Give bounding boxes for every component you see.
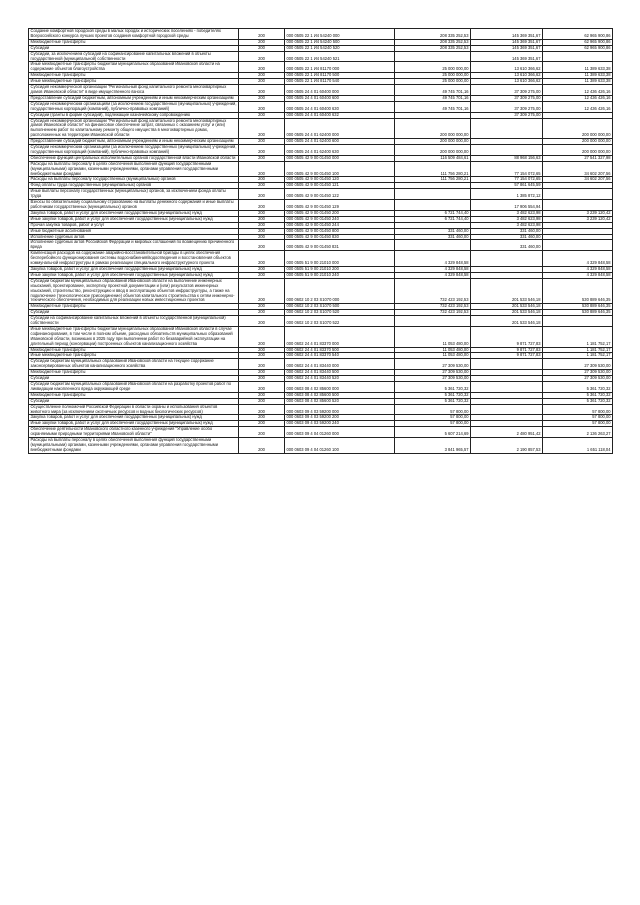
table-row [29, 85, 613, 96]
table-row [29, 101, 613, 112]
row-code-cell: 200 [239, 145, 285, 156]
row-code-cell: 200 [239, 139, 285, 145]
row-unexecuted-cell: 27 309 530,00 [543, 376, 613, 382]
row-unexecuted-cell: 11 389 633,38 [543, 62, 613, 73]
row-approved-cell: 5 607 214,69 [395, 427, 471, 438]
row-name-cell: Субсидии [29, 376, 239, 382]
row-code-cell: 200 [239, 278, 285, 304]
table-row [29, 382, 613, 393]
row-name-cell: Межбюджетные трансферты [29, 347, 239, 353]
table-row [29, 359, 613, 370]
row-name-cell: Обеспечение функций центральных исполнительных органов государственной власти Ивановской области [29, 155, 239, 161]
row-code-cell: 200 [239, 210, 285, 216]
row-name-cell: Создание комфортной городской среды в малых городах и исторических поселениях - победителях Всероссийского конкурса лучших проектов создания комфортной городской среды [29, 29, 239, 40]
row-classification-cell: 000 0505 42 9 00 01450 120 [285, 177, 395, 183]
row-approved-cell: 732 423 192,53 [395, 310, 471, 316]
row-name-cell: Субсидии [29, 310, 239, 316]
row-unexecuted-cell: 3 239 120,42 [543, 216, 613, 222]
row-code-cell: 200 [239, 304, 285, 310]
row-code-cell: 200 [239, 73, 285, 79]
row-name-cell: Субсидии бюджетам муниципальных образований Ивановской области на выполнение инженерных изысканий, проектирование, экспертизу проектной документации и (или) результатов инженерных изысканий, строительство, реконструкцию и ввод в эксплуатацию объектов инфраструктуры, а также на подключение (технологическое присоединение) объектов капитального строительства к сетям инженерно-технического обеспечения, необходимых для реализации новых инвестиционных проектов [29, 278, 239, 304]
row-unexecuted-cell: 1 651 118,04 [543, 438, 613, 454]
row-executed-cell: 201 533 546,18 [471, 310, 543, 316]
table-row [29, 189, 613, 200]
row-approved-cell: 5 361 720,32 [395, 398, 471, 404]
row-code-cell: 200 [239, 62, 285, 73]
row-name-cell: Взносы по обязательному социальному страхованию на выплаты денежного содержания и иные выплаты работникам государственных (муниципальных) органов [29, 200, 239, 211]
row-name-cell: Иные закупки товаров, работ и услуг для обеспечения государственных (муниципальных) нужд [29, 216, 239, 222]
row-executed-cell: 1 385 872,12 [471, 189, 543, 200]
row-name-cell: Иные межбюджетные трансферты бюджетам муниципальных образований Ивановской области на содержание объектов благоустройства [29, 62, 239, 73]
row-code-cell: 200 [239, 112, 285, 118]
row-classification-cell: 000 0602 10 2 03 S1070 520 [285, 310, 395, 316]
row-name-cell: Субсидия некоммерческой организации "Региональный фонд капитального ремонта многоквартирных домов Ивановской области" в виде имущественного взноса [29, 85, 239, 96]
row-name-cell: Субсидия некоммерческой организации "Региональный фонд капитального ремонта многоквартирных домов Ивановской области" на финансовое обеспечение затрат, связанных с оказанием услуг и (или) выполнением работ по капитальному ремонту общего имущества в многоквартирных домах, расположенных на территории Ивановской области [29, 118, 239, 139]
row-unexecuted-cell: 4 329 848,58 [543, 251, 613, 267]
row-code-cell: 200 [239, 51, 285, 62]
row-executed-cell: 37 309 275,00 [471, 112, 543, 118]
row-unexecuted-cell: 57 800,00 [543, 404, 613, 415]
row-classification-cell: 000 0505 51 9 00 21010 200 [285, 266, 395, 272]
row-code-cell: 200 [239, 316, 285, 327]
row-unexecuted-cell: 1 181 752,17 [543, 326, 613, 347]
row-executed-cell: 3 482 623,98 [471, 210, 543, 216]
table-row [29, 118, 613, 139]
row-unexecuted-cell: 5 361 720,32 [543, 398, 613, 404]
row-executed-cell: 2 190 857,53 [471, 438, 543, 454]
row-classification-cell: 000 0603 09 4 03 59200 240 [285, 421, 395, 427]
row-unexecuted-cell: 2 136 263,27 [543, 427, 613, 438]
row-unexecuted-cell [543, 51, 613, 62]
row-classification-cell: 000 0603 08 4 02 85600 000 [285, 382, 395, 393]
row-approved-cell: 200 000 000,00 [395, 139, 471, 145]
row-name-cell: Закупка товаров, работ и услуг для обеспечения государственных (муниципальных) нужд [29, 210, 239, 216]
row-executed-cell: 77 154 072,65 [471, 177, 543, 183]
row-unexecuted-cell: 34 602 207,56 [543, 161, 613, 177]
row-unexecuted-cell: 200 000 000,00 [543, 145, 613, 156]
table-row [29, 278, 613, 304]
row-name-cell: Иные закупки товаров, работ и услуг для обеспечения государственных (муниципальных) нужд [29, 421, 239, 427]
row-approved-cell: 200 000 000,00 [395, 145, 471, 156]
row-executed-cell [471, 382, 543, 393]
row-approved-cell: 111 756 280,21 [395, 161, 471, 177]
row-unexecuted-cell: 34 602 207,56 [543, 177, 613, 183]
row-name-cell: Субсидии бюджетам муниципальных образований Ивановской области на разработку проектов работ по ликвидации накопленного вреда окружающей среде [29, 382, 239, 393]
row-unexecuted-cell: 530 889 646,35 [543, 304, 613, 310]
row-code-cell: 200 [239, 392, 285, 398]
row-executed-cell: 145 369 351,67 [471, 39, 543, 45]
row-approved-cell: 4 329 848,58 [395, 266, 471, 272]
row-code-cell: 200 [239, 79, 285, 85]
table-row [29, 438, 613, 454]
row-executed-cell: 2 480 951,42 [471, 427, 543, 438]
row-unexecuted-cell: 12 436 426,16 [543, 101, 613, 112]
row-name-cell: Иные закупки товаров, работ и услуг для обеспечения государственных (муниципальных) нужд [29, 272, 239, 278]
row-executed-cell: 145 369 351,67 [471, 29, 543, 40]
row-unexecuted-cell: 12 436 426,16 [543, 95, 613, 101]
row-code-cell: 200 [239, 39, 285, 45]
row-approved-cell: 25 000 000,00 [395, 73, 471, 79]
row-executed-cell: 77 154 072,65 [471, 161, 543, 177]
row-executed-cell: 201 533 546,18 [471, 304, 543, 310]
row-classification-cell: 000 0505 24 4 01 60400 000 [285, 85, 395, 96]
row-name-cell: Компенсация расходов на содержание аварийно-восстановительной бригады в целях обеспечения бесперебойного функционирования системы водоснабжения/водоотведения и восстановления объектов коммунальной инфраструктуры в рамках реализации специального инфраструктурного проекта [29, 251, 239, 267]
row-classification-cell: 000 0505 22 1 И4 54240 520 [285, 45, 395, 51]
row-code-cell: 200 [239, 427, 285, 438]
row-executed-cell: 13 610 366,62 [471, 79, 543, 85]
table-row [29, 177, 613, 183]
row-code-cell: 200 [239, 161, 285, 177]
table-row [29, 251, 613, 267]
row-classification-cell: 000 0505 24 4 01 62400 600 [285, 139, 395, 145]
row-classification-cell: 000 0602 10 2 03 S1070 500 [285, 304, 395, 310]
row-approved-cell: 25 000 000,00 [395, 62, 471, 73]
row-executed-cell: 3 482 623,98 [471, 216, 543, 222]
table-row [29, 161, 613, 177]
row-code-cell: 200 [239, 200, 285, 211]
row-executed-cell: 13 610 366,62 [471, 73, 543, 79]
row-code-cell: 200 [239, 216, 285, 222]
table-row [29, 155, 613, 161]
budget-report-page [28, 28, 612, 870]
row-name-cell: Субсидии [29, 398, 239, 404]
table-row [29, 200, 613, 211]
row-unexecuted-cell [543, 316, 613, 327]
row-name-cell: Расходы на выплаты персоналу в целях обеспечения выполнения функций государственными (муниципальными) органами, казенными учреждениями, органами управления государственными внебюджетными фондами [29, 161, 239, 177]
row-code-cell: 200 [239, 359, 285, 370]
row-approved-cell: 116 509 484,61 [395, 155, 471, 161]
row-classification-cell: 000 0505 22 1 И4 54240 000 [285, 29, 395, 40]
table-row [29, 427, 613, 438]
row-name-cell: Закупка товаров, работ и услуг для обеспечения государственных (муниципальных) нужд [29, 266, 239, 272]
row-approved-cell: 208 335 252,53 [395, 39, 471, 45]
row-approved-cell: 49 745 701,16 [395, 85, 471, 96]
row-classification-cell: 000 0505 22 1 И4 81170 000 [285, 62, 395, 73]
row-unexecuted-cell: 4 329 848,58 [543, 272, 613, 278]
row-unexecuted-cell [543, 189, 613, 200]
row-code-cell: 200 [239, 382, 285, 393]
row-code-cell: 200 [239, 326, 285, 347]
row-unexecuted-cell: 12 436 426,16 [543, 85, 613, 96]
row-unexecuted-cell: 62 965 900,86 [543, 39, 613, 45]
row-name-cell: Субсидии некоммерческим организациям (за исключением государственных (муниципальных) учреждений, государственных корпораций (компаний), публично-правовых компаний) [29, 101, 239, 112]
row-name-cell: Прочая закупка товаров, работ и услуг [29, 222, 239, 228]
row-name-cell: Субсидии бюджетам муниципальных образований Ивановской области на текущее содержание законсервированных объектов канализационного хозяйства [29, 359, 239, 370]
row-approved-cell: 208 335 252,53 [395, 45, 471, 51]
row-executed-cell [471, 359, 543, 370]
row-code-cell: 200 [239, 85, 285, 96]
row-executed-cell: 145 369 351,67 [471, 51, 543, 62]
table-row [29, 216, 613, 222]
table-row [29, 240, 613, 251]
row-classification-cell: 000 0505 24 4 01 62400 630 [285, 145, 395, 156]
row-unexecuted-cell: 200 000 000,00 [543, 139, 613, 145]
row-classification-cell: 000 0603 09 4 04 01260 000 [285, 427, 395, 438]
row-code-cell: 200 [239, 189, 285, 200]
row-name-cell: Субсидии, за исключением субсидий на софинансирование капитальных вложений в объекты государственной (муниципальной) собственности [29, 51, 239, 62]
row-code-cell: 200 [239, 228, 285, 234]
row-executed-cell: 201 533 546,18 [471, 316, 543, 327]
row-classification-cell: 000 0505 24 4 01 60400 600 [285, 95, 395, 101]
row-unexecuted-cell: 5 361 720,32 [543, 392, 613, 398]
row-executed-cell: 37 309 275,00 [471, 85, 543, 96]
table-row [29, 145, 613, 156]
row-approved-cell: 27 309 530,00 [395, 359, 471, 370]
row-name-cell: Иные бюджетные ассигнования [29, 228, 239, 234]
row-code-cell: 200 [239, 310, 285, 316]
row-classification-cell: 000 0603 09 4 03 59200 000 [285, 404, 395, 415]
row-name-cell: Предоставление субсидий бюджетным, автономным учреждениям и иным некоммерческим организациям [29, 139, 239, 145]
row-approved-cell: 27 309 530,00 [395, 376, 471, 382]
row-classification-cell: 000 0505 42 9 00 01450 244 [285, 222, 395, 228]
row-executed-cell: 17 906 554,94 [471, 200, 543, 211]
row-code-cell: 200 [239, 415, 285, 421]
row-classification-cell: 000 0603 09 4 04 01260 100 [285, 438, 395, 454]
row-approved-cell: 6 721 744,40 [395, 210, 471, 216]
row-approved-cell: 732 423 192,53 [395, 304, 471, 310]
row-classification-cell: 000 0602 24 4 01 83370 500 [285, 347, 395, 353]
row-approved-cell [395, 51, 471, 62]
row-name-cell: Обеспечение деятельности Ивановского областного казенного учреждения "Управление особо охраняемыми природными территориями Ивановской области" [29, 427, 239, 438]
row-approved-cell: 4 329 848,58 [395, 272, 471, 278]
row-approved-cell: 57 800,00 [395, 421, 471, 427]
row-classification-cell: 000 0505 24 4 01 60400 632 [285, 112, 395, 118]
row-classification-cell: 000 0602 24 4 01 83440 000 [285, 359, 395, 370]
row-code-cell: 200 [239, 421, 285, 427]
row-code-cell: 200 [239, 101, 285, 112]
row-executed-cell: 145 369 351,67 [471, 45, 543, 51]
table-row [29, 326, 613, 347]
row-classification-cell: 000 0602 24 4 01 83440 500 [285, 370, 395, 376]
row-executed-cell: 3 482 623,98 [471, 222, 543, 228]
row-name-cell: Расходы на выплаты персоналу в целях обеспечения выполнения функций государственными (муниципальными) органами, казенными учреждениями, органами управления государственными внебюджетными фондами [29, 438, 239, 454]
row-name-cell: Осуществление полномочий Российской Федерации в области охраны и использования объектов животного мира (за исключением охотничьих ресурсов и водных биологических ресурсов) [29, 404, 239, 415]
row-unexecuted-cell: 11 389 633,38 [543, 79, 613, 85]
row-code-cell: 200 [239, 438, 285, 454]
row-classification-cell: 000 0603 09 4 03 59200 200 [285, 415, 395, 421]
row-unexecuted-cell: 5 361 720,32 [543, 382, 613, 393]
row-code-cell: 200 [239, 240, 285, 251]
row-classification-cell: 000 0505 22 1 И4 54240 521 [285, 51, 395, 62]
row-classification-cell: 000 0602 24 4 01 83440 520 [285, 376, 395, 382]
row-approved-cell: 732 423 192,53 [395, 278, 471, 304]
row-approved-cell: 5 361 720,32 [395, 382, 471, 393]
row-name-cell: Исполнение судебных актов [29, 234, 239, 240]
row-code-cell: 200 [239, 251, 285, 267]
row-approved-cell: 4 329 848,58 [395, 251, 471, 267]
row-code-cell: 200 [239, 266, 285, 272]
table-row [29, 29, 613, 40]
row-executed-cell: 9 871 727,83 [471, 353, 543, 359]
row-name-cell: Расходы на выплаты персоналу государственных (муниципальных) органов [29, 177, 239, 183]
row-code-cell: 200 [239, 404, 285, 415]
table-row [29, 316, 613, 327]
budget-execution-table [28, 28, 613, 454]
row-executed-cell: 37 309 275,00 [471, 95, 543, 101]
row-classification-cell: 000 0505 42 9 00 01450 129 [285, 200, 395, 211]
row-executed-cell [471, 251, 543, 267]
row-name-cell: Субсидии (гранты в форме субсидий), подлежащие казначейскому сопровождению [29, 112, 239, 118]
row-unexecuted-cell [543, 240, 613, 251]
row-name-cell: Субсидии некоммерческим организациям (за исключением государственных (муниципальных) учреждений, государственных корпораций (компаний), публично-правовых компаний) [29, 145, 239, 156]
row-classification-cell: 000 0603 08 4 02 85600 500 [285, 392, 395, 398]
row-executed-cell: 331 460,00 [471, 234, 543, 240]
row-code-cell: 200 [239, 272, 285, 278]
row-approved-cell [395, 200, 471, 211]
row-executed-cell: 57 861 645,59 [471, 183, 543, 189]
row-executed-cell: 13 610 366,62 [471, 62, 543, 73]
row-unexecuted-cell [543, 200, 613, 211]
table-row [29, 51, 613, 62]
row-code-cell: 200 [239, 398, 285, 404]
row-unexecuted-cell: 57 800,00 [543, 415, 613, 421]
row-executed-cell: 201 533 546,18 [471, 278, 543, 304]
row-unexecuted-cell: 11 389 633,38 [543, 73, 613, 79]
table-row [29, 183, 613, 189]
row-approved-cell: 5 361 720,32 [395, 392, 471, 398]
row-classification-cell: 000 0505 22 1 И4 81170 500 [285, 73, 395, 79]
row-classification-cell: 000 0602 24 4 01 83370 540 [285, 353, 395, 359]
row-name-cell: Иные межбюджетные трансферты [29, 353, 239, 359]
row-name-cell: Закупка товаров, работ и услуг для обеспечения государственных (муниципальных) нужд [29, 415, 239, 421]
row-code-cell: 200 [239, 353, 285, 359]
row-unexecuted-cell: 3 239 120,42 [543, 210, 613, 216]
row-executed-cell: 9 871 727,83 [471, 347, 543, 353]
row-unexecuted-cell: 62 965 900,86 [543, 29, 613, 40]
row-classification-cell: 000 0505 42 9 00 01450 831 [285, 240, 395, 251]
row-code-cell: 200 [239, 376, 285, 382]
row-code-cell: 200 [239, 347, 285, 353]
row-name-cell: Субсидии [29, 45, 239, 51]
row-code-cell: 200 [239, 177, 285, 183]
row-code-cell: 200 [239, 183, 285, 189]
row-classification-cell: 000 0505 22 1 И4 81170 540 [285, 79, 395, 85]
row-classification-cell: 000 0505 42 9 00 01450 122 [285, 189, 395, 200]
row-executed-cell: 88 968 156,63 [471, 155, 543, 161]
row-name-cell: Иные межбюджетные трансферты [29, 79, 239, 85]
row-classification-cell: 000 0505 42 9 00 01450 100 [285, 161, 395, 177]
row-executed-cell: 331 460,00 [471, 240, 543, 251]
row-approved-cell [395, 240, 471, 251]
row-executed-cell [471, 145, 543, 156]
row-executed-cell: 37 309 275,00 [471, 101, 543, 112]
row-classification-cell: 000 0602 10 2 03 S1070 000 [285, 278, 395, 304]
table-row [29, 95, 613, 101]
row-classification-cell: 000 0603 08 4 02 85600 520 [285, 398, 395, 404]
row-executed-cell [471, 404, 543, 415]
row-approved-cell: 25 000 000,00 [395, 79, 471, 85]
table-body [29, 29, 613, 454]
row-executed-cell: 9 871 727,83 [471, 326, 543, 347]
row-approved-cell: 57 800,00 [395, 404, 471, 415]
row-name-cell: Межбюджетные трансферты [29, 304, 239, 310]
row-code-cell: 200 [239, 234, 285, 240]
row-unexecuted-cell: 1 181 752,17 [543, 353, 613, 359]
row-name-cell: Субсидии на софинансирование капитальных вложений в объекты государственной (муниципальной) собственности [29, 316, 239, 327]
row-unexecuted-cell: 57 800,00 [543, 421, 613, 427]
table-row [29, 112, 613, 118]
row-classification-cell: 000 0505 24 4 01 60400 630 [285, 101, 395, 112]
row-approved-cell: 49 745 701,16 [395, 95, 471, 101]
row-approved-cell [395, 316, 471, 327]
row-approved-cell: 6 721 744,40 [395, 216, 471, 222]
row-executed-cell: 331 460,00 [471, 228, 543, 234]
row-approved-cell: 11 053 480,00 [395, 353, 471, 359]
row-classification-cell: 000 0505 42 9 00 01450 800 [285, 228, 395, 234]
row-classification-cell: 000 0505 51 9 00 21010 240 [285, 272, 395, 278]
row-name-cell: Межбюджетные трансферты [29, 370, 239, 376]
row-unexecuted-cell: 62 965 900,86 [543, 45, 613, 51]
row-unexecuted-cell: 27 309 530,00 [543, 370, 613, 376]
row-classification-cell: 000 0505 42 9 00 01450 240 [285, 216, 395, 222]
row-name-cell: Иные выплаты персоналу государственных (муниципальных) органов, за исключением фонда оплаты труда [29, 189, 239, 200]
row-classification-cell: 000 0505 42 9 00 01450 830 [285, 234, 395, 240]
row-code-cell: 200 [239, 155, 285, 161]
row-approved-cell: 331 460,00 [395, 234, 471, 240]
row-name-cell: Межбюджетные трансферты [29, 73, 239, 79]
row-approved-cell: 200 000 000,00 [395, 118, 471, 139]
row-approved-cell: 57 800,00 [395, 415, 471, 421]
row-name-cell: Исполнение судебных актов Российской Федерации и мировых соглашений по возмещению причиненного вреда [29, 240, 239, 251]
row-classification-cell: 000 0505 51 9 00 21010 000 [285, 251, 395, 267]
row-classification-cell: 000 0505 24 4 01 62400 000 [285, 118, 395, 139]
row-approved-cell [395, 189, 471, 200]
table-row [29, 404, 613, 415]
row-code-cell: 200 [239, 118, 285, 139]
row-approved-cell: 208 335 252,53 [395, 29, 471, 40]
row-name-cell: Иные межбюджетные трансферты бюджетам муниципальных образований Ивановской области в случае софинансирования, в том числе в полном объеме, расходных обязательств муниципальных образований Ивановской области, возникших в 2025 году при выполнении работ по безаварийной эксплуатации на длительный период (консервации) построенных объектов канализационного хозяйства [29, 326, 239, 347]
row-unexecuted-cell: 200 000 000,00 [543, 118, 613, 139]
row-executed-cell [471, 118, 543, 139]
row-unexecuted-cell: 1 181 752,17 [543, 347, 613, 353]
row-approved-cell: 11 053 480,00 [395, 347, 471, 353]
row-name-cell: Межбюджетные трансферты [29, 39, 239, 45]
row-name-cell: Межбюджетные трансферты [29, 392, 239, 398]
row-name-cell: Фонд оплаты труда государственных (муниципальных) органов [29, 183, 239, 189]
row-unexecuted-cell: 27 541 327,98 [543, 155, 613, 161]
row-approved-cell: 27 309 530,00 [395, 370, 471, 376]
row-approved-cell: 49 745 701,16 [395, 101, 471, 112]
row-classification-cell: 000 0505 42 9 00 01450 000 [285, 155, 395, 161]
row-code-cell: 200 [239, 95, 285, 101]
row-unexecuted-cell: 27 309 530,00 [543, 359, 613, 370]
row-classification-cell: 000 0505 22 1 И4 54240 500 [285, 39, 395, 45]
row-classification-cell: 000 0505 42 9 00 01450 200 [285, 210, 395, 216]
row-unexecuted-cell: 530 889 646,35 [543, 310, 613, 316]
row-code-cell: 200 [239, 370, 285, 376]
row-name-cell: Предоставление субсидий бюджетным, автономным учреждениям и иным некоммерческим организациям [29, 95, 239, 101]
table-row [29, 62, 613, 73]
row-unexecuted-cell: 4 329 848,58 [543, 266, 613, 272]
row-classification-cell: 000 0505 42 9 00 01450 121 [285, 183, 395, 189]
row-code-cell: 200 [239, 45, 285, 51]
table-row [29, 210, 613, 216]
row-approved-cell: 11 053 480,00 [395, 326, 471, 347]
row-unexecuted-cell: 530 889 646,35 [543, 278, 613, 304]
row-classification-cell: 000 0602 10 2 03 S1070 522 [285, 316, 395, 327]
row-approved-cell: 331 460,00 [395, 228, 471, 234]
row-approved-cell: 111 756 280,21 [395, 177, 471, 183]
row-code-cell: 200 [239, 29, 285, 40]
row-code-cell: 200 [239, 222, 285, 228]
row-classification-cell: 000 0602 24 4 01 83370 000 [285, 326, 395, 347]
row-approved-cell: 3 841 965,57 [395, 438, 471, 454]
